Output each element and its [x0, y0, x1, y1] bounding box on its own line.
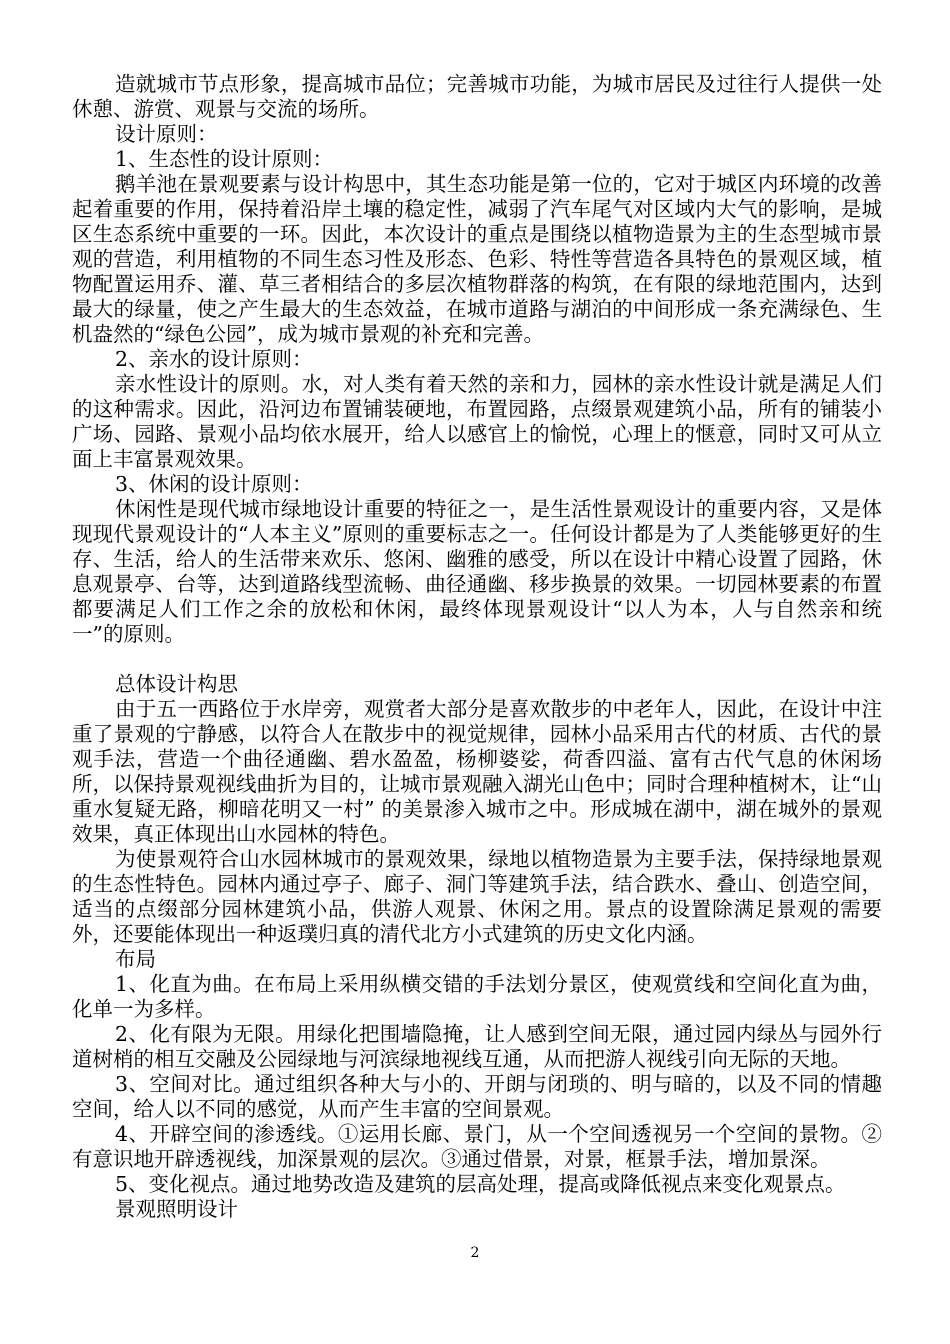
paragraph-layout-3: 3、空间对比。通过组织各种大与小的、开朗与闭琐的、明与暗的，以及不同的情趣空间，给人以不同的感觉，从而产生丰富的空间景观。 [72, 1072, 882, 1121]
heading-layout: 布局 [115, 947, 156, 971]
heading-lighting-design: 景观照明设计 [115, 1197, 238, 1221]
paragraph-layout-4: 4、开辟空间的渗透线。①运用长廊、景门，从一个空间透视另一个空间的景物。②有意识地开辟透视线，加深景观的层次。③通过借景，对景，框景手法，增加景深。 [72, 1122, 882, 1171]
page-number: 2 [470, 1245, 480, 1261]
blank-line [72, 647, 882, 672]
paragraph-intro: 造就城市节点形象，提高城市品位；完善城市功能，为城市居民及过往行人提供一处休憩、游赏、观景与交流的场所。 [72, 72, 882, 121]
paragraph-concept-1: 由于五一西路位于水岸旁，观赏者大部分是喜欢散步的中老年人，因此，在设计中注重了景观的宁静感，以符合人在散步中的视觉规律，园林小品采用古代的材质、古代的景观手法，营造一个曲径通幽、碧水盈盈，杨柳婆娑，荷香四溢、富有古代气息的休闲场所，以保持景观视线曲折为目的，让城市景观融入湖光山色中；同时合理种植树木，让“山重水复疑无路，柳暗花明又一村” 的美景渗入城市之中。形成城在湖中，湖在城外的景观效果，真正体现出山水园林的特色。 [72, 697, 882, 846]
paragraph-waterfront: 亲水性设计的原则。水，对人类有着天然的亲和力，园林的亲水性设计就是满足人们的这种需求。因此，沿河边布置铺装硬地，布置园路，点缀景观建筑小品，所有的铺装小广场、园路、景观小品均依水展开，给人以感官上的愉悦，心理上的惬意，同时又可从立面上丰富景观效果。 [72, 372, 882, 471]
paragraph-concept-2: 为使景观符合山水园林城市的景观效果，绿地以植物造景为主要手法，保持绿地景观的生态性特色。园林内通过亭子、廊子、洞门等建筑手法，结合跌水、叠山、创造空间，适当的点缀部分园林建筑小品，供游人观景、休闲之用。景点的设置除满足景观的需要外，还要能体现出一种返璞归真的清代北方小式建筑的历史文化内涵。 [72, 847, 882, 946]
heading-waterfront-principle: 2、亲水的设计原则： [115, 347, 313, 371]
heading-leisure-principle: 3、休闲的设计原则： [115, 472, 313, 496]
heading-design-principles: 设计原则： [115, 122, 218, 146]
paragraph-layout-5: 5、变化视点。通过地势改造及建筑的层高处理，提高或降低视点来变化观景点。 [115, 1172, 846, 1196]
body-text [72, 72, 882, 1222]
paragraph-layout-2: 2、化有限为无限。用绿化把围墙隐掩，让人感到空间无限，通过园内绿丛与园外行道树梢的相互交融及公园绿地与河滨绿地视线互通，从而把游人视线引向无际的天地。 [72, 1022, 882, 1071]
paragraph-layout-1: 1、化直为曲。在布局上采用纵横交错的手法划分景区，使观赏线和空间化直为曲，化单一为多样。 [72, 972, 882, 1021]
heading-ecological-principle: 1、生态性的设计原则： [115, 147, 334, 171]
paragraph-leisure: 休闲性是现代城市绿地设计重要的特征之一，是生活性景观设计的重要内容，又是体现现代景观设计的“人本主义”原则的重要标志之一。任何设计都是为了人类能够更好的生存、生活，给人的生活带来欢乐、悠闲、幽雅的感受，所以在设计中精心设置了园路，休息观景亭、台等，达到道路线型流畅、曲径通幽、移步换景的效果。一切园林要素的布置都要满足人们工作之余的放松和休闲，最终体现景观设计“以人为本，人与自然亲和统一”的原则。 [72, 497, 882, 646]
heading-overall-concept: 总体设计构思 [115, 672, 238, 696]
paragraph-ecological: 鹅羊池在景观要素与设计构思中，其生态功能是第一位的，它对于城区内环境的改善起着重要的作用，保持着沿岸土壤的稳定性，减弱了汽车尾气对区域内大气的影响，是城区生态系统中重要的一环。因此，本次设计的重点是围绕以植物造景为主的生态型城市景观的营造，利用植物的不同生态习性及形态、色彩、特性等营造各具特色的景观区域，植物配置运用乔、灌、草三者相结合的多层次植物群落的构筑，在有限的绿地范围内，达到最大的绿量，使之产生最大的生态效益，在城市道路与湖泊的中间形成一条充满绿色、生机盎然的“绿色公园”，成为城市景观的补充和完善。 [72, 172, 882, 346]
